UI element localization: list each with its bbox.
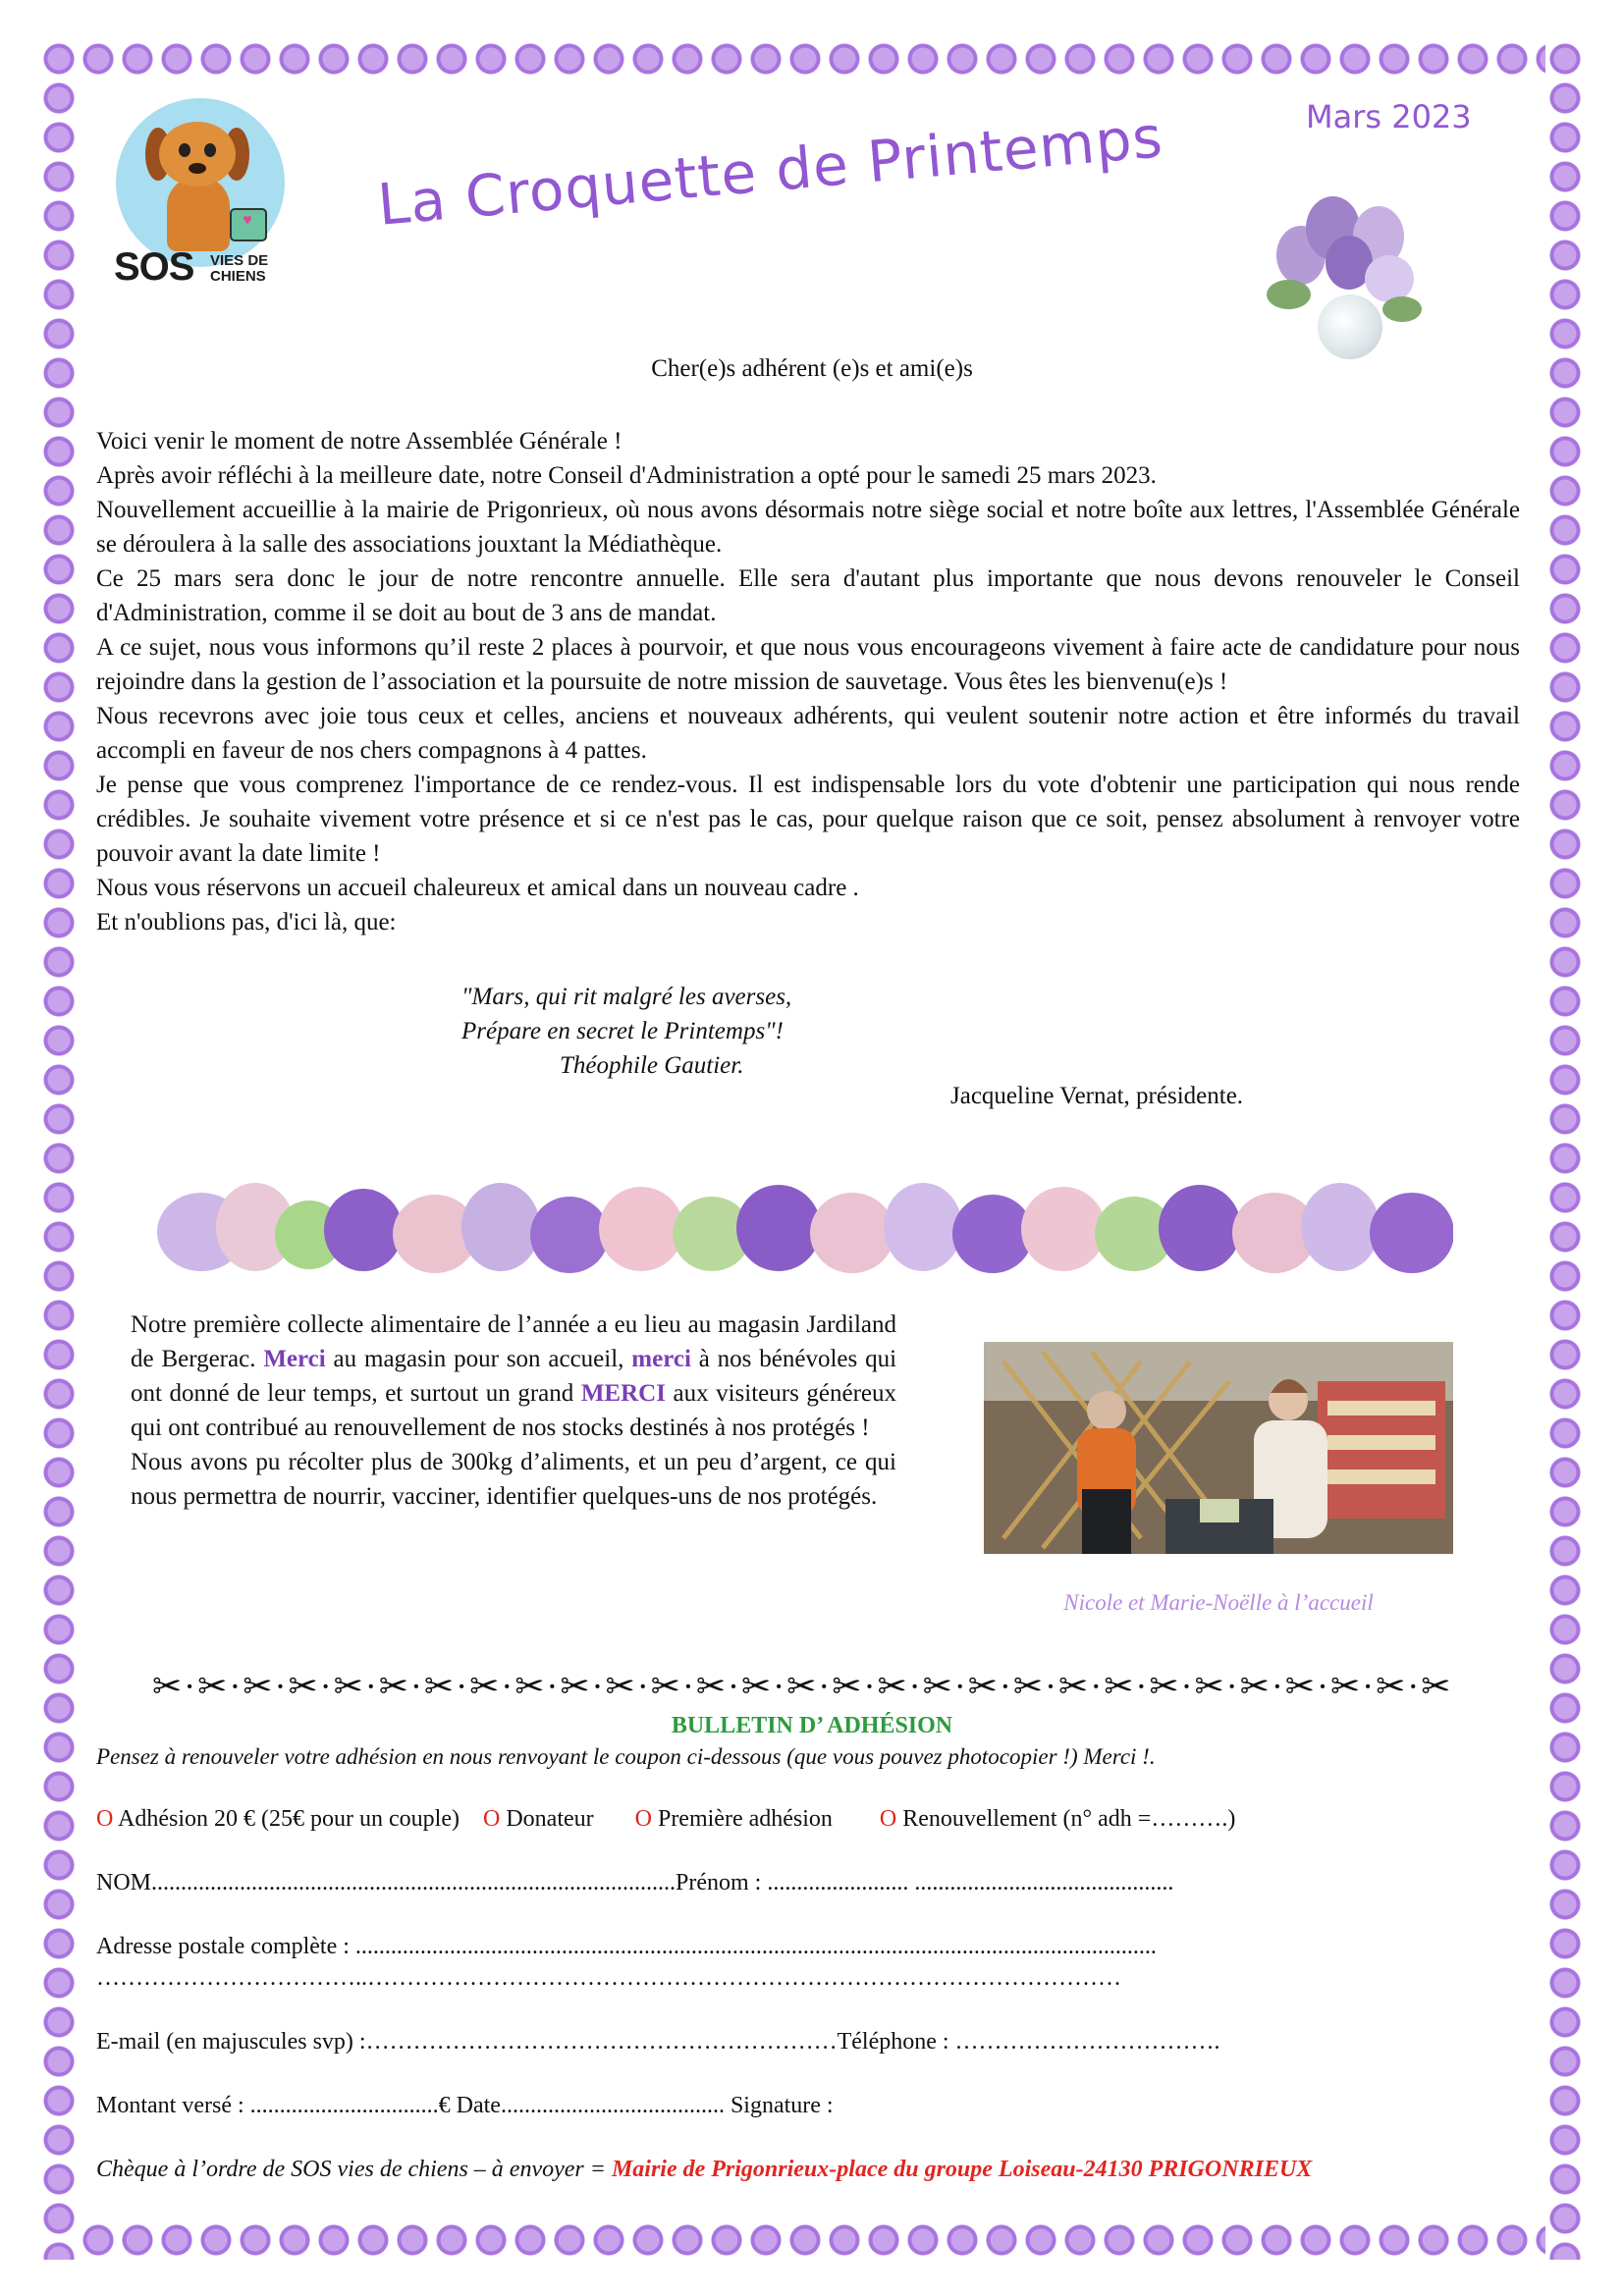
bulletin-subtitle: Pensez à renouveler votre adhésion en nous renvoyant le coupon ci-dessous (que vous pouvez photocopier !) Merci !. [96,1744,1156,1769]
option-label-renouvellement: Renouvellement (n° adh =……….) [902,1806,1236,1832]
merci-highlight: MERCI [580,1380,666,1407]
logo-brand: SOS [114,245,194,289]
field-nom-prenom[interactable]: NOM.........................................................................................Prénom : ........................ ............................................ [96,1870,1174,1896]
option-label-adhesion: Adhésion 20 € (25€ pour un couple) [118,1806,460,1832]
payment-text: Chèque à l’ordre de SOS vies de chiens – à envoyer = [96,2157,612,2182]
letter-paragraph: A ce sujet, nous vous informons qu’il reste 2 places à pourvoir, et que nous vous encourageons vivement à faire acte de candidature pour nous rejoindre dans la gestion de l’association et la poursuite de notre mission de sauvetage. Vous êtes les bienvenu(e)s ! [96,634,1520,695]
photo-illustration [984,1342,1453,1554]
flower-banner-image [157,1183,1453,1277]
option-label-donateur: Donateur [506,1806,594,1832]
quote-line-1: "Mars, qui rit malgré les averses, [461,984,792,1010]
lilac-bouquet-image [1267,187,1424,363]
dog-eye-right [204,143,216,157]
merci-highlight: merci [631,1346,691,1372]
merci-highlight: Merci [263,1346,326,1372]
article-paragraph-2: Nous avons pu récolter plus de 300kg d’aliments, et un peu d’argent, ce qui nous permettra de nourrir, vacciner, identifier quelques-uns de nos protégés. [131,1449,896,1510]
bulletin-title: BULLETIN D’ ADHÉSION [671,1713,953,1738]
field-adresse[interactable]: Adresse postale complète : ........................................................................................................................................ [96,1934,1157,1959]
article-text: à nos bénévoles qui ont donné de leur temps, et surtout un grand [131,1346,897,1407]
letter-paragraph: Ce 25 mars sera donc le jour de notre rencontre annuelle. Elle sera d'autant plus importante que nous devons renouveler le Conseil d'Administration, comme il se doit au bout de 3 ans de mandat. [96,565,1520,626]
article-text: Notre première collecte alimentaire de l’année a eu lieu au magasin Jardiland de Bergerac. [131,1311,896,1372]
decorative-border-bottom [39,2220,1585,2260]
article-text: au magasin pour son accueil, [325,1346,632,1372]
dog-nose [189,163,206,174]
mailing-address: Mairie de Prigonrieux-place du groupe Loiseau-24130 PRIGONRIEUX [611,2157,1313,2182]
logo-tagline [210,253,268,285]
food-drive-article [131,1308,896,1514]
checkbox-premiere-adhesion[interactable]: O [634,1806,652,1832]
letter-paragraph: Je pense que vous comprenez l'importance de ce rendez-vous. Il est indispensable lors du vote d'obtenir une participation qui nous rende crédibles. Je souhaite vivement votre présence et si ce n'est pas le cas, pour quelque raison que ce soit, pensez absolument à renvoyer votre pouvoir avant la date limite ! [96,772,1520,867]
dog-body [167,177,230,251]
newsletter-title: La Croquette de Printemps [375,103,1166,239]
signature: Jacqueline Vernat, présidente. [950,1083,1244,1109]
logo-tagline-1: VIES DE [210,252,269,269]
logo-tagline-2: CHIENS [210,268,266,285]
option-label-premiere: Première adhésion [657,1806,833,1832]
decorative-border-top [39,39,1585,79]
dog-eye-left [179,143,190,157]
poem-quote [461,980,791,1083]
issue-date: Mars 2023 [1306,98,1472,135]
sos-logo [112,98,289,289]
membership-options [96,1806,1235,1833]
field-montant-date-signature[interactable]: Montant versé : ................................€ Date...................................... Signature : [96,2093,834,2118]
letter-paragraph: Après avoir réfléchi à la meilleure date, notre Conseil d'Administration a opté pour le samedi 25 mars 2023. [96,462,1157,489]
volunteers-photo [984,1342,1453,1554]
quote-author: Théophile Gautier. [560,1052,744,1079]
payment-instructions [96,2157,1312,2183]
letter-paragraph: Nous vous réservons un accueil chaleureux et amical dans un nouveau cadre . [96,875,859,901]
quote-line-2: Prépare en secret le Printemps"! [461,1018,784,1044]
letter-paragraph: Nous recevrons avec joie tous ceux et celles, anciens et nouveaux adhérents, qui veulent soutenir notre action et être informés du travail accompli en faveur de nos chers compagnons à 4 pattes. [96,703,1520,764]
dog-head [159,122,236,187]
greeting: Cher(e)s adhérent (e)s et ami(e)s [651,355,973,382]
checkbox-adhesion[interactable]: O [96,1806,114,1832]
letter-paragraph: Voici venir le moment de notre Assemblée Générale ! [96,428,623,454]
checkbox-renouvellement[interactable]: O [879,1806,897,1832]
letter-paragraph: Nouvellement accueillie à la mairie de Prigonrieux, où nous avons désormais notre siège social et notre boîte aux lettres, l'Assemblée Générale se déroulera à la salle des associations jouxtant la Médiathèque. [96,497,1520,558]
article-paragraph-1 [131,1308,896,1445]
checkbox-donateur[interactable]: O [482,1806,501,1832]
photo-caption: Nicole et Marie-Noëlle à l’accueil [1063,1590,1374,1615]
letter-paragraph: Et n'oublions pas, d'ici là, que: [96,909,397,935]
field-adresse-line-2[interactable]: ……………………………..…………………………………………………………………………………… [96,1965,1121,1991]
article-text: aux visiteurs généreux qui ont contribué au renouvellement de nos stocks destinés à nos protégés ! [131,1380,896,1441]
scissors-cut-line: ✂·✂·✂·✂·✂·✂·✂·✂·✂·✂·✂·✂·✂·✂·✂·✂·✂·✂·✂·✂·✂·✂·✂·✂·✂·✂·✂·✂·✂ [152,1667,1453,1706]
field-email-telephone[interactable]: E-mail (en majuscules svp) :……………………………………………………Téléphone : ……………………………. [96,2029,1220,2055]
letter-body [96,424,1520,939]
heart-icon: ♥ [243,212,252,229]
